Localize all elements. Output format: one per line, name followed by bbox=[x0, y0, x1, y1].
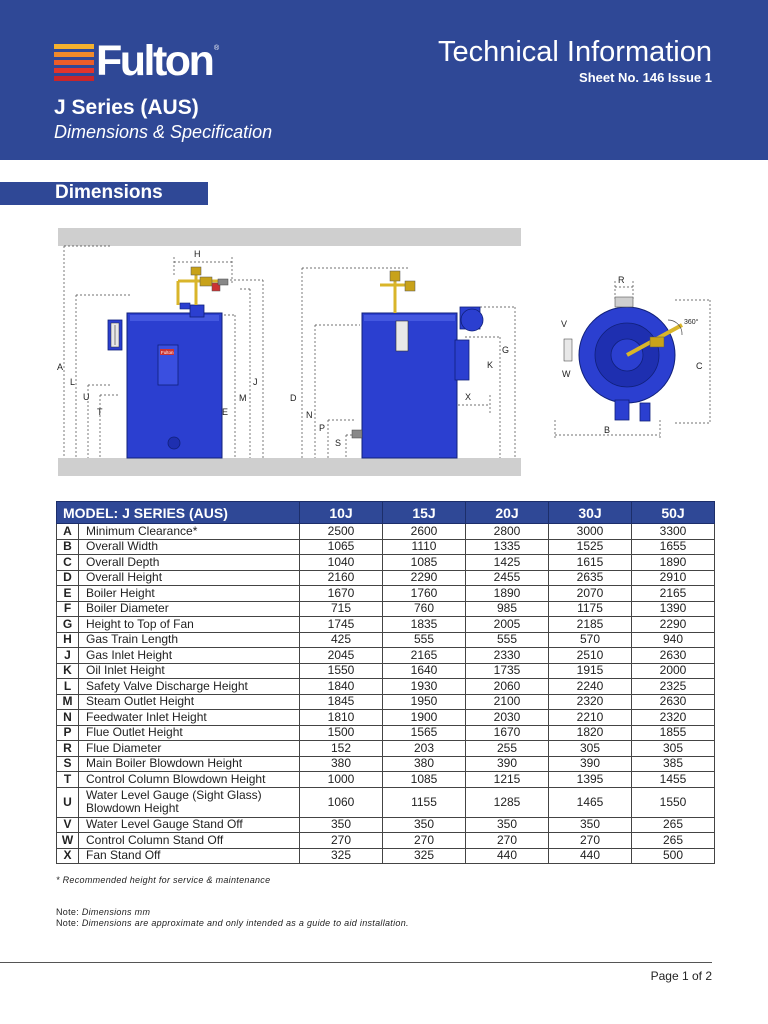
row-description: Main Boiler Blowdown Height bbox=[79, 756, 300, 772]
row-value: 2240 bbox=[549, 679, 632, 695]
row-value: 1915 bbox=[549, 663, 632, 679]
row-value: 1735 bbox=[466, 663, 549, 679]
row-value: 2060 bbox=[466, 679, 549, 695]
dim-label-d: D bbox=[290, 393, 297, 403]
fulton-logo bbox=[54, 37, 224, 85]
row-value: 1085 bbox=[383, 772, 466, 788]
dimensions-table bbox=[56, 501, 715, 864]
footnote: * Recommended height for service & maintenance bbox=[56, 875, 271, 885]
row-description: Flue Diameter bbox=[79, 741, 300, 757]
row-value: 1835 bbox=[383, 617, 466, 633]
row-value: 1175 bbox=[549, 601, 632, 617]
footer-divider bbox=[0, 962, 712, 963]
row-description: Safety Valve Discharge Height bbox=[79, 679, 300, 695]
row-value: 2630 bbox=[632, 694, 715, 710]
note-label: Note: bbox=[56, 918, 80, 928]
row-value: 1425 bbox=[466, 555, 549, 571]
table-row bbox=[57, 617, 715, 633]
row-description: Water Level Gauge (Sight Glass) Blowdown Height bbox=[79, 787, 300, 817]
row-value: 390 bbox=[549, 756, 632, 772]
header-banner bbox=[0, 0, 768, 160]
table-row bbox=[57, 539, 715, 555]
logo-wordmark: Fulton bbox=[96, 37, 213, 85]
row-description: Overall Depth bbox=[79, 555, 300, 571]
table-row bbox=[57, 570, 715, 586]
row-value: 1155 bbox=[383, 787, 466, 817]
row-value: 1085 bbox=[383, 555, 466, 571]
row-value: 500 bbox=[632, 848, 715, 864]
row-value: 270 bbox=[549, 833, 632, 849]
dim-label-l: L bbox=[70, 377, 76, 387]
row-value: 385 bbox=[632, 756, 715, 772]
table-row bbox=[57, 725, 715, 741]
row-code: C bbox=[57, 555, 79, 571]
row-value: 2070 bbox=[549, 586, 632, 602]
table-row bbox=[57, 586, 715, 602]
row-description: Overall Width bbox=[79, 539, 300, 555]
series-subtitle: Dimensions & Specification bbox=[54, 122, 273, 142]
row-value: 1760 bbox=[383, 586, 466, 602]
dim-label-c: C bbox=[696, 361, 703, 371]
note-disclaimer-text: Dimensions are approximate and only intended as a guide to aid installation. bbox=[81, 918, 409, 928]
model-column-header: 20J bbox=[466, 502, 549, 524]
row-value: 1000 bbox=[300, 772, 383, 788]
row-code: W bbox=[57, 833, 79, 849]
dim-label-t: T bbox=[97, 407, 103, 417]
row-description: Boiler Diameter bbox=[79, 601, 300, 617]
row-value: 1950 bbox=[383, 694, 466, 710]
row-value: 325 bbox=[300, 848, 383, 864]
row-value: 203 bbox=[383, 741, 466, 757]
row-value: 270 bbox=[300, 833, 383, 849]
dim-label-r: R bbox=[618, 275, 625, 285]
row-value: 2100 bbox=[466, 694, 549, 710]
row-code: K bbox=[57, 663, 79, 679]
table-body bbox=[57, 524, 715, 864]
row-code: A bbox=[57, 524, 79, 540]
section-heading-label: Dimensions bbox=[55, 182, 163, 203]
row-value: 1655 bbox=[632, 539, 715, 555]
dim-label-m: M bbox=[239, 393, 247, 403]
row-value: 555 bbox=[383, 632, 466, 648]
logo-stripes-icon bbox=[54, 44, 94, 81]
row-value: 350 bbox=[383, 817, 466, 833]
row-value: 2635 bbox=[549, 570, 632, 586]
row-value: 1465 bbox=[549, 787, 632, 817]
table-row bbox=[57, 741, 715, 757]
note-disclaimer bbox=[56, 918, 409, 928]
row-value: 270 bbox=[466, 833, 549, 849]
dim-label-n: N bbox=[306, 410, 313, 420]
table-row bbox=[57, 632, 715, 648]
row-value: 270 bbox=[383, 833, 466, 849]
table-header-row bbox=[57, 502, 715, 524]
document-title: Technical Information bbox=[437, 36, 712, 68]
table-row bbox=[57, 817, 715, 833]
row-description: Gas Inlet Height bbox=[79, 648, 300, 664]
series-title: J Series (AUS) bbox=[54, 96, 199, 119]
row-value: 1550 bbox=[632, 787, 715, 817]
row-value: 555 bbox=[466, 632, 549, 648]
table-row bbox=[57, 601, 715, 617]
row-value: 1670 bbox=[466, 725, 549, 741]
row-description: Flue Outlet Height bbox=[79, 725, 300, 741]
row-value: 2500 bbox=[300, 524, 383, 540]
row-value: 2210 bbox=[549, 710, 632, 726]
angle-label: 360° bbox=[684, 319, 699, 326]
note-units bbox=[56, 907, 150, 917]
table-row bbox=[57, 756, 715, 772]
section-heading bbox=[0, 182, 208, 205]
row-code: V bbox=[57, 817, 79, 833]
note-units-text: Dimensions mm bbox=[81, 907, 151, 917]
row-value: 440 bbox=[466, 848, 549, 864]
row-description: Steam Outlet Height bbox=[79, 694, 300, 710]
row-code: R bbox=[57, 741, 79, 757]
row-value: 1060 bbox=[300, 787, 383, 817]
row-description: Boiler Height bbox=[79, 586, 300, 602]
table-row bbox=[57, 833, 715, 849]
row-value: 1395 bbox=[549, 772, 632, 788]
row-value: 265 bbox=[632, 833, 715, 849]
row-value: 2045 bbox=[300, 648, 383, 664]
row-value: 1455 bbox=[632, 772, 715, 788]
row-value: 2005 bbox=[466, 617, 549, 633]
row-value: 1900 bbox=[383, 710, 466, 726]
row-value: 1745 bbox=[300, 617, 383, 633]
row-value: 1810 bbox=[300, 710, 383, 726]
row-value: 2910 bbox=[632, 570, 715, 586]
note-label: Note: bbox=[56, 907, 80, 917]
dim-label-j: J bbox=[253, 377, 258, 387]
row-value: 350 bbox=[549, 817, 632, 833]
row-value: 1215 bbox=[466, 772, 549, 788]
row-description: Control Column Blowdown Height bbox=[79, 772, 300, 788]
table-row bbox=[57, 679, 715, 695]
row-value: 1840 bbox=[300, 679, 383, 695]
row-value: 2800 bbox=[466, 524, 549, 540]
floor-band bbox=[58, 458, 521, 476]
dim-label-x: X bbox=[465, 392, 472, 402]
row-value: 940 bbox=[632, 632, 715, 648]
row-value: 2160 bbox=[300, 570, 383, 586]
row-value: 1670 bbox=[300, 586, 383, 602]
model-column-header: 30J bbox=[549, 502, 632, 524]
row-value: 2455 bbox=[466, 570, 549, 586]
row-code: L bbox=[57, 679, 79, 695]
dimension-drawings bbox=[50, 225, 720, 480]
row-code: G bbox=[57, 617, 79, 633]
row-value: 1550 bbox=[300, 663, 383, 679]
row-value: 1390 bbox=[632, 601, 715, 617]
row-value: 350 bbox=[466, 817, 549, 833]
row-value: 1845 bbox=[300, 694, 383, 710]
row-description: Gas Train Length bbox=[79, 632, 300, 648]
page-number: Page 1 of 2 bbox=[650, 969, 712, 983]
row-value: 1930 bbox=[383, 679, 466, 695]
dim-label-e: E bbox=[222, 407, 229, 417]
row-value: 3300 bbox=[632, 524, 715, 540]
row-value: 1335 bbox=[466, 539, 549, 555]
row-code: H bbox=[57, 632, 79, 648]
table-row bbox=[57, 787, 715, 817]
dim-label-g: G bbox=[502, 345, 510, 355]
row-value: 1565 bbox=[383, 725, 466, 741]
row-value: 2320 bbox=[549, 694, 632, 710]
row-description: Control Column Stand Off bbox=[79, 833, 300, 849]
side-view-drawing bbox=[290, 268, 515, 458]
row-value: 2185 bbox=[549, 617, 632, 633]
table-row bbox=[57, 848, 715, 864]
row-code: D bbox=[57, 570, 79, 586]
row-value: 2510 bbox=[549, 648, 632, 664]
row-value: 985 bbox=[466, 601, 549, 617]
row-value: 425 bbox=[300, 632, 383, 648]
row-value: 1110 bbox=[383, 539, 466, 555]
row-value: 380 bbox=[383, 756, 466, 772]
row-description: Minimum Clearance* bbox=[79, 524, 300, 540]
row-value: 2165 bbox=[383, 648, 466, 664]
dim-label-p: P bbox=[319, 423, 326, 433]
table-row bbox=[57, 648, 715, 664]
row-value: 305 bbox=[549, 741, 632, 757]
table-row bbox=[57, 710, 715, 726]
row-value: 1500 bbox=[300, 725, 383, 741]
table-row bbox=[57, 524, 715, 540]
row-code: T bbox=[57, 772, 79, 788]
row-value: 440 bbox=[549, 848, 632, 864]
dim-label-a: A bbox=[57, 362, 64, 372]
row-value: 1525 bbox=[549, 539, 632, 555]
row-value: 305 bbox=[632, 741, 715, 757]
row-value: 570 bbox=[549, 632, 632, 648]
row-value: 1615 bbox=[549, 555, 632, 571]
logo-registered-mark: ® bbox=[214, 45, 220, 52]
table-row bbox=[57, 694, 715, 710]
row-value: 265 bbox=[632, 817, 715, 833]
row-value: 2165 bbox=[632, 586, 715, 602]
row-value: 1065 bbox=[300, 539, 383, 555]
top-view-drawing bbox=[555, 275, 710, 440]
row-value: 325 bbox=[383, 848, 466, 864]
row-value: 1855 bbox=[632, 725, 715, 741]
table-row bbox=[57, 663, 715, 679]
front-boiler-body bbox=[127, 313, 222, 458]
row-code: E bbox=[57, 586, 79, 602]
row-description: Oil Inlet Height bbox=[79, 663, 300, 679]
row-value: 2325 bbox=[632, 679, 715, 695]
model-column-header: 50J bbox=[632, 502, 715, 524]
dim-label-u: U bbox=[83, 392, 90, 402]
row-value: 1890 bbox=[466, 586, 549, 602]
row-value: 2000 bbox=[632, 663, 715, 679]
dim-label-b: B bbox=[604, 425, 611, 435]
row-code: F bbox=[57, 601, 79, 617]
row-value: 2290 bbox=[383, 570, 466, 586]
dim-label-v: V bbox=[561, 319, 568, 329]
row-description: Fan Stand Off bbox=[79, 848, 300, 864]
row-value: 3000 bbox=[549, 524, 632, 540]
row-value: 255 bbox=[466, 741, 549, 757]
row-code: J bbox=[57, 648, 79, 664]
row-value: 2330 bbox=[466, 648, 549, 664]
row-value: 2320 bbox=[632, 710, 715, 726]
row-value: 1285 bbox=[466, 787, 549, 817]
row-code: N bbox=[57, 710, 79, 726]
dim-label-s: S bbox=[335, 438, 342, 448]
model-column-header: 10J bbox=[300, 502, 383, 524]
row-value: 2630 bbox=[632, 648, 715, 664]
ceiling-band bbox=[58, 228, 521, 246]
table-row bbox=[57, 555, 715, 571]
front-view-drawing bbox=[57, 246, 263, 458]
table-row bbox=[57, 772, 715, 788]
row-value: 390 bbox=[466, 756, 549, 772]
row-code: U bbox=[57, 787, 79, 817]
row-value: 152 bbox=[300, 741, 383, 757]
dim-label-h: H bbox=[194, 249, 201, 259]
row-value: 1040 bbox=[300, 555, 383, 571]
row-value: 1820 bbox=[549, 725, 632, 741]
row-description: Water Level Gauge Stand Off bbox=[79, 817, 300, 833]
dim-label-k: K bbox=[487, 360, 494, 370]
row-description: Height to Top of Fan bbox=[79, 617, 300, 633]
dim-label-w: W bbox=[562, 369, 571, 379]
row-value: 715 bbox=[300, 601, 383, 617]
model-column-header: 15J bbox=[383, 502, 466, 524]
row-value: 350 bbox=[300, 817, 383, 833]
row-value: 2290 bbox=[632, 617, 715, 633]
row-value: 380 bbox=[300, 756, 383, 772]
sheet-number: Sheet No. 146 Issue 1 bbox=[579, 70, 712, 85]
row-value: 2030 bbox=[466, 710, 549, 726]
row-value: 2600 bbox=[383, 524, 466, 540]
gas-train-icon bbox=[178, 267, 228, 317]
side-boiler-body bbox=[362, 313, 457, 458]
row-value: 1640 bbox=[383, 663, 466, 679]
row-description: Overall Height bbox=[79, 570, 300, 586]
row-code: P bbox=[57, 725, 79, 741]
row-description: Feedwater Inlet Height bbox=[79, 710, 300, 726]
row-code: B bbox=[57, 539, 79, 555]
row-value: 760 bbox=[383, 601, 466, 617]
row-code: X bbox=[57, 848, 79, 864]
nameplate-label: Fulton bbox=[161, 350, 174, 355]
model-header: MODEL: J SERIES (AUS) bbox=[57, 502, 300, 524]
row-code: M bbox=[57, 694, 79, 710]
row-code: S bbox=[57, 756, 79, 772]
row-value: 1890 bbox=[632, 555, 715, 571]
